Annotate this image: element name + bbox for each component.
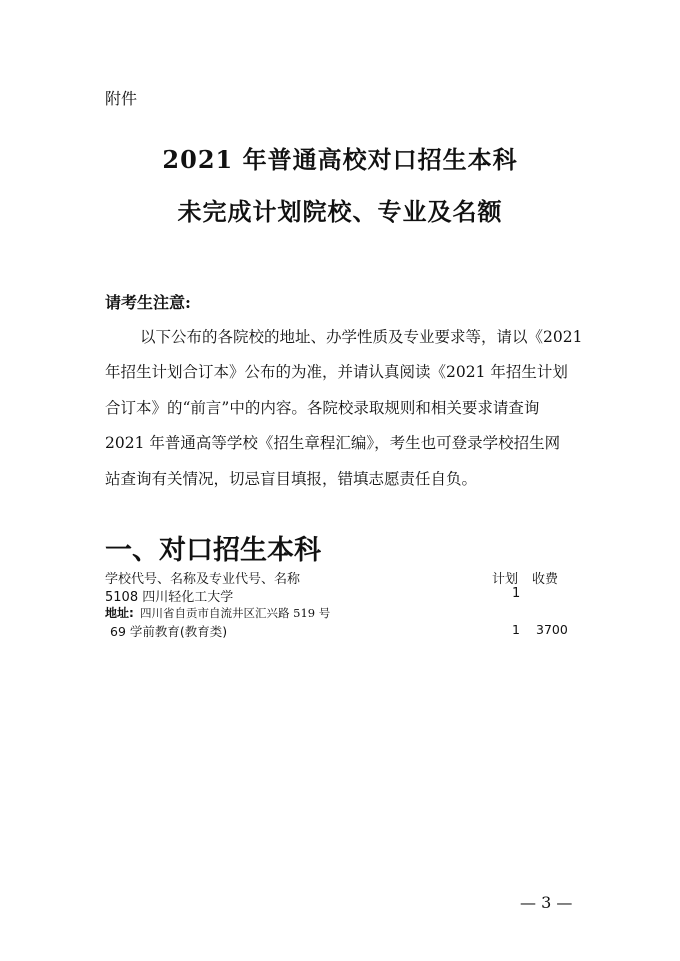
major-plan: 1 (512, 622, 520, 637)
school-code-name: 5108 四川轻化工大学 (105, 590, 234, 605)
school-plan: 1 (512, 586, 521, 601)
page-number: — 3 — (520, 893, 573, 912)
notice-line: 2021 年普通高等学校《招生章程汇编》，考生也可登录学校招生网 (105, 434, 561, 452)
table-header-school-major: 学校代号、名称及专业代号、名称 (105, 572, 301, 587)
school-address: 四川省自贡市自流井区汇兴路 519 号 (140, 606, 331, 620)
notice-line: 站查询有关情况，切忌盲目填报，错填志愿责任自负。 (105, 470, 478, 488)
notice-heading: 请考生注意: (105, 293, 191, 312)
table-header-plan: 计划 (492, 572, 519, 587)
notice-line: 合订本》的“前言”中的内容。各院校录取规则和相关要求请查询 (105, 399, 540, 417)
section-heading: 一、对口招生本科 (105, 535, 321, 566)
document-title-line-2: 未完成计划院校、专业及名额 (177, 197, 503, 226)
notice-line: 年招生计划合订本》公布的为准，并请认真阅读《2021 年招生计划 (105, 363, 568, 381)
address-label: 地址: (105, 606, 134, 620)
major-code-name: 69 学前教育(教育类) (110, 624, 228, 639)
table-header-fee: 收费 (532, 572, 559, 587)
major-fee: 3700 (536, 622, 568, 637)
attachment-label: 附件 (105, 89, 138, 108)
notice-line: 以下公布的各院校的地址、办学性质及专业要求等，请以《2021 (140, 328, 583, 346)
document-title-line-1: 2021 年普通高校对口招生本科 (162, 145, 518, 174)
